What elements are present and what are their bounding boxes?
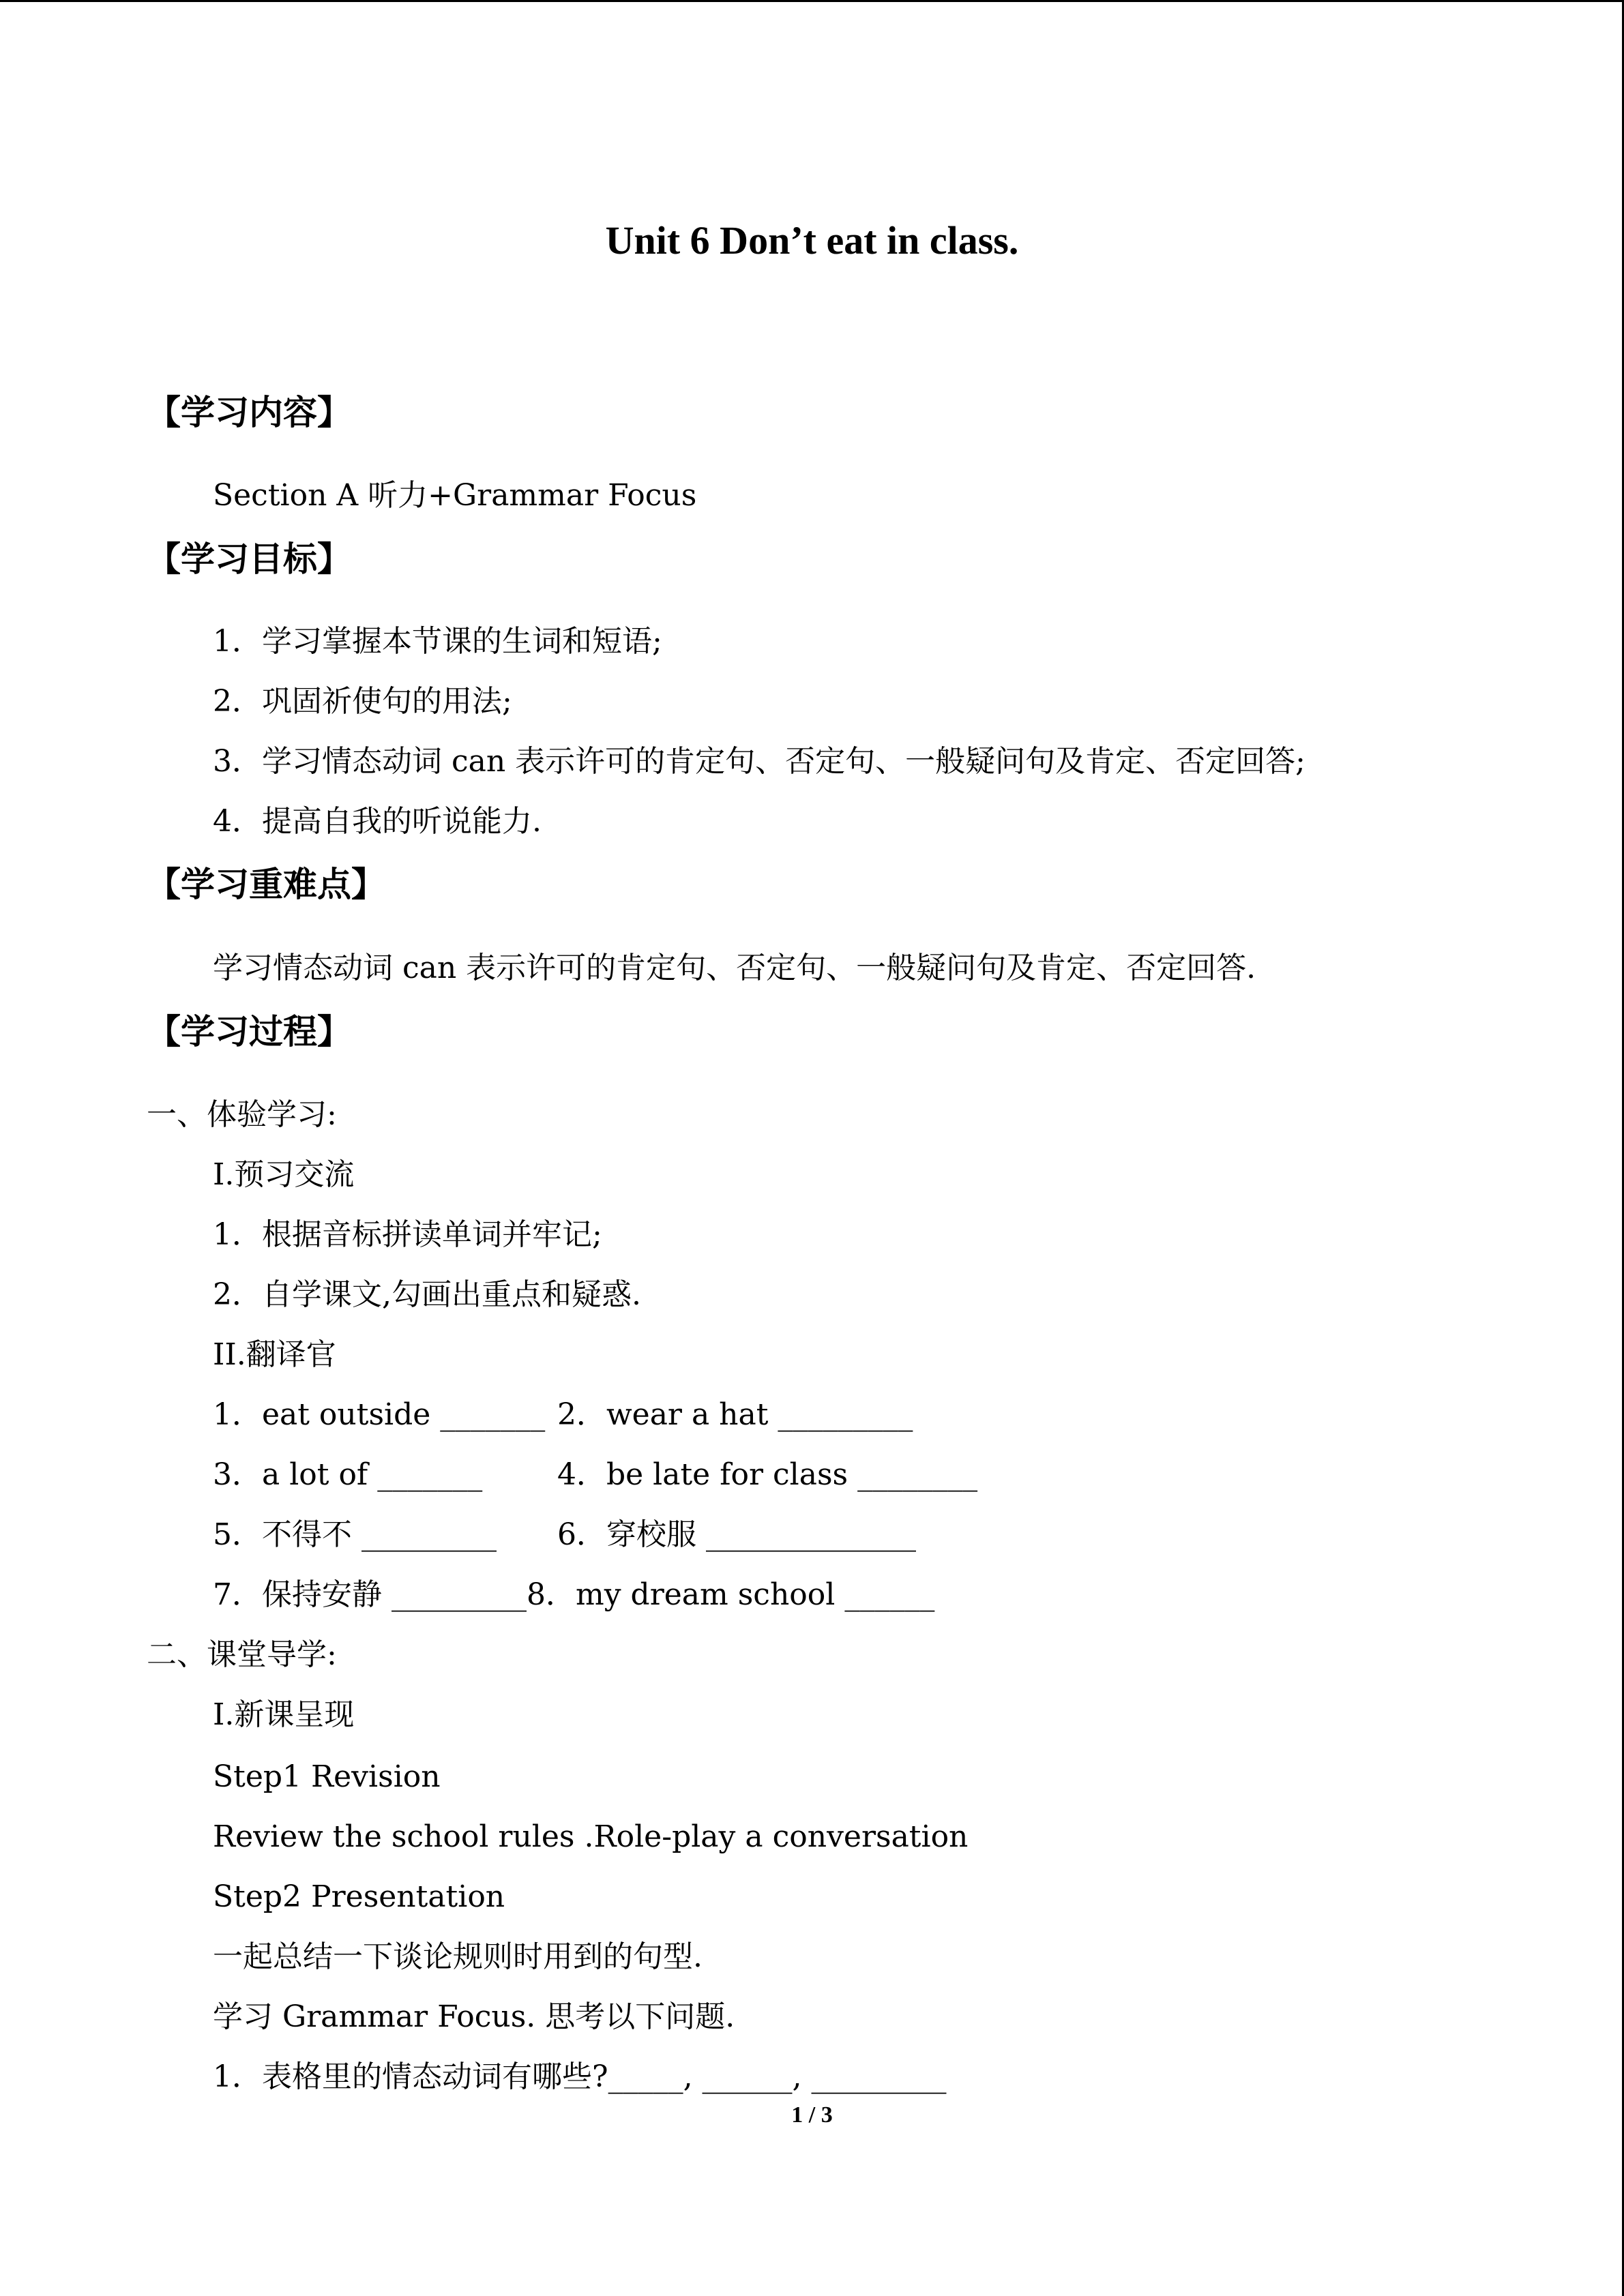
goal-item-1: 1．学习掌握本节课的生词和短语; — [213, 624, 662, 659]
content-text: Section A 听力+Grammar Focus — [213, 478, 697, 513]
part2-line: 学习 Grammar Focus. 思考以下问题. — [213, 1999, 735, 2034]
part2-line: 1．表格里的情态动词有哪些?_____, ______, _________ — [213, 2059, 947, 2094]
goal-item-2: 2．巩固祈使句的用法; — [213, 684, 512, 719]
key-points-text: 学习情态动词 can 表示许可的肯定句、否定句、一般疑问句及肯定、否定回答. — [213, 951, 1256, 985]
translate-item: 2．wear a hat _________ — [557, 1397, 913, 1432]
translate-item: 7．保持安静 _________8．my dream school ______ — [213, 1577, 935, 1612]
heading-key-points: 【学习重难点】 — [147, 865, 385, 904]
translate-item: 4．be late for class ________ — [557, 1457, 978, 1492]
heading-process: 【学习过程】 — [147, 1012, 351, 1052]
top-border — [0, 0, 1624, 2]
part1-sub1-label: I.预习交流 — [213, 1157, 355, 1192]
translate-item: 1．eat outside _______ — [213, 1397, 546, 1432]
page-number: 1 / 3 — [791, 2102, 833, 2128]
part1-sub2-label: II.翻译官 — [213, 1337, 336, 1372]
goal-item-4: 4．提高自我的听说能力. — [213, 804, 542, 839]
part2-sub1-label: I.新课呈现 — [213, 1697, 355, 1732]
part1-sub1-item-2: 2．自学课文,勾画出重点和疑惑. — [213, 1277, 641, 1312]
part2-line: 一起总结一下谈论规则时用到的句型. — [213, 1939, 703, 1974]
part2-label: 二、课堂导学: — [147, 1637, 337, 1672]
heading-content: 【学习内容】 — [147, 393, 351, 432]
part2-line: Step1 Revision — [213, 1759, 441, 1794]
part1-label: 一、体验学习: — [147, 1097, 337, 1132]
translate-item: 3．a lot of _______ — [213, 1457, 483, 1492]
heading-goals: 【学习目标】 — [147, 539, 351, 579]
part2-line: Review the school rules .Role-play a conversation — [213, 1819, 969, 1854]
page-title: Unit 6 Don’t eat in class. — [605, 218, 1019, 263]
goal-item-3: 3．学习情态动词 can 表示许可的肯定句、否定句、一般疑问句及肯定、否定回答; — [213, 744, 1306, 779]
translate-item: 5．不得不 _________ — [213, 1517, 497, 1552]
translate-item: 6．穿校服 ______________ — [557, 1517, 916, 1552]
part2-line: Step2 Presentation — [213, 1879, 505, 1914]
part1-sub1-item-1: 1．根据音标拼读单词并牢记; — [213, 1217, 602, 1252]
